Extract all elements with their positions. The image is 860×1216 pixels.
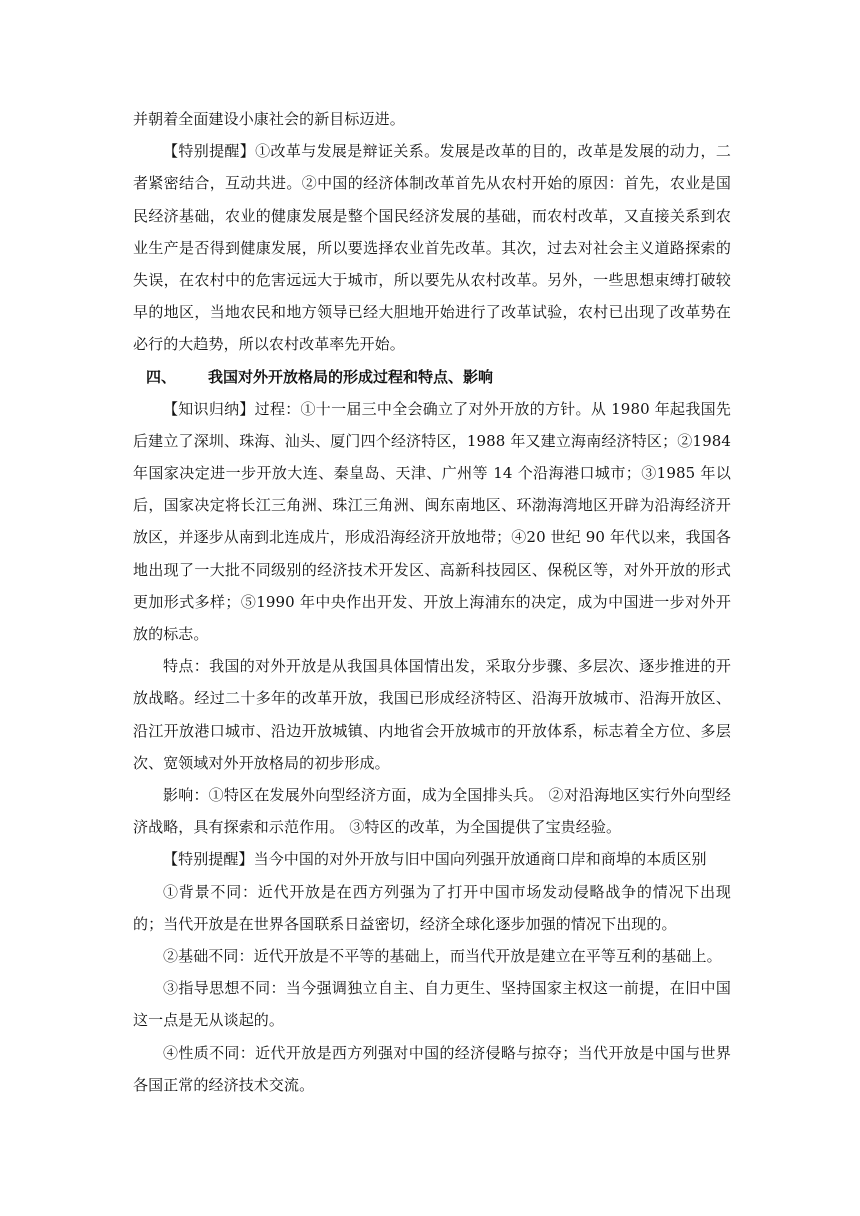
section-heading (133, 361, 731, 393)
paragraph-difference-basis: ②基础不同：近代开放是不平等的基础上，而当代开放是建立在平等互利的基础上。 (163, 947, 722, 966)
paragraph-difference-nature: ④性质不同：近代开放是西方列强对中国的经济侵略与掠夺；当代开放是中国与世界各国正常的经济技术交流。 (133, 1043, 731, 1094)
paragraph-continuation: 并朝着全面建设小康社会的新目标迈进。 (133, 110, 405, 128)
document-page (133, 103, 731, 1101)
paragraph-special-reminder-reform: 【特别提醒】①改革与发展是辩证关系。发展是改革的目的，改革是发展的动力，二者紧密结合，互动共进。②中国的经济体制改革首先从农村开始的原因：首先，农业是国民经济基础，农业的健康发展是整个国民经济发展的基础，而农村改革，又直接关系到农业生产是否得到健康发展，所以要选择农业首先改革。其次，过去对社会主义道路探索的失误，在农村中的危害远远大于城市，所以要先从农村改革。另外，一些思想束缚打破较早的地区，当地农民和地方领导已经大胆地开始进行了改革试验，农村已出现了改革势在必行的大趋势，所以农村改革率先开始。 (133, 142, 731, 354)
section-title: 我国对外开放格局的形成过程和特点、影响 (208, 367, 494, 386)
paragraph-difference-background: ①背景不同：近代开放是在西方列强为了打开中国市场发动侵略战争的情况下出现的；当代开放是在世界各国联系日益密切，经济全球化逐步加强的情况下出现的。 (133, 882, 731, 933)
paragraph-characteristics: 特点：我国的对外开放是从我国具体国情出发，采取分步骤、多层次、逐步推进的开放战略。经过二十多年的改革开放，我国已形成经济特区、沿海开放城市、沿海开放区、沿江开放港口城市、沿边开放城镇、内地省会开放城市的开放体系，标志着全方位、多层次、宽领域对外开放格局的初步形成。 (133, 657, 731, 772)
paragraph-difference-guiding-thought: ③指导思想不同：当今强调独立自主、自力更生、坚持国家主权这一前提，在旧中国这一点是无从谈起的。 (133, 979, 731, 1030)
paragraph-influence: 影响：①特区在发展外向型经济方面，成为全国排头兵。 ②对沿海地区实行外向型经济战略，具有探索和示范作用。 ③特区的改革，为全国提供了宝贵经验。 (133, 786, 731, 837)
section-number: 四、 (146, 367, 177, 386)
paragraph-special-reminder-opening: 【特别提醒】当今中国的对外开放与旧中国向列强开放通商口岸和商埠的本质区别 (163, 850, 707, 869)
paragraph-knowledge-summary: 【知识归纳】过程：①十一届三中全会确立了对外开放的方针。从 1980 年起我国先后建立了深圳、珠海、汕头、厦门四个经济特区，1988 年又建立海南经济特区；②1984 年国家决定进一步开放大连、秦皇岛、天津、广州等 14 个沿海港口城市；③1985 年以后，国家决定将长江三角洲、珠江三角洲、闽东南地区、环渤海湾地区开辟为沿海经济开放区，并逐步从南到北连成片，形成沿海经济开放地带；④20 世纪 90 年代以来，我国各地出现了一大批不同级别的经济技术开发区、高新科技园区、保税区等，对外开放的形式更加形式多样；⑤1990 年中央作出开发、开放上海浦东的决定，成为中国进一步对外开放的标志。 (133, 399, 731, 644)
